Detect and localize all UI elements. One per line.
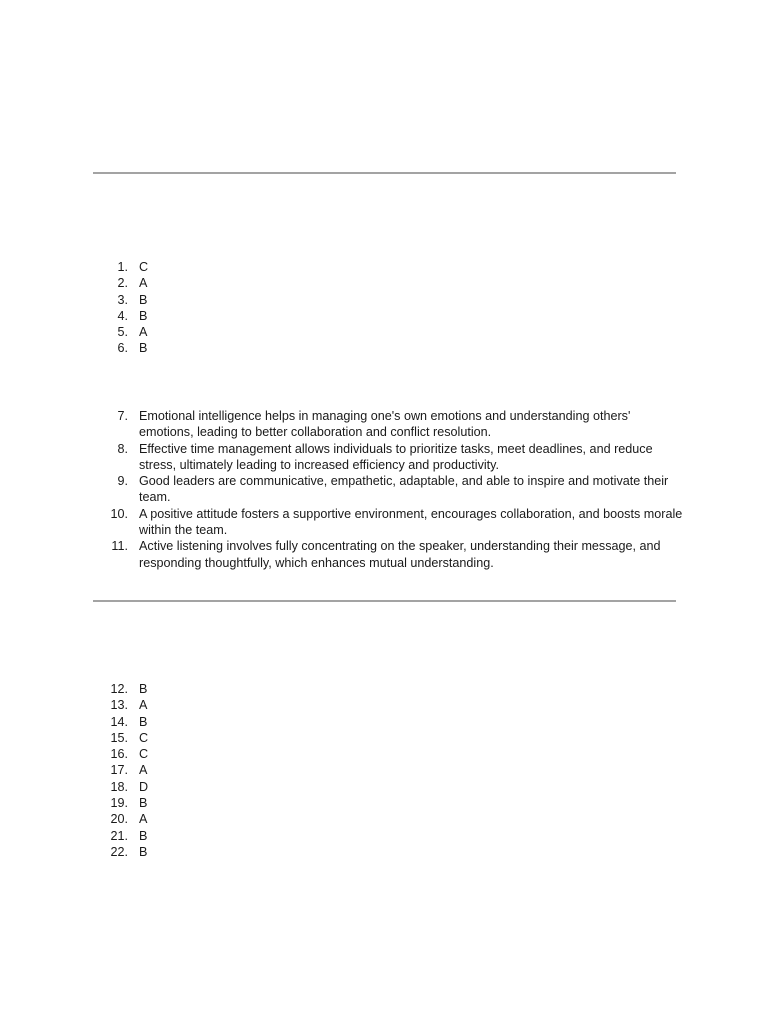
item-number: 12. bbox=[110, 682, 128, 696]
list-item bbox=[108, 762, 683, 778]
item-number: 17. bbox=[110, 763, 128, 778]
item-answer: A bbox=[139, 698, 148, 713]
item-answer: C bbox=[139, 260, 149, 274]
item-number: 2. bbox=[117, 276, 128, 291]
item-number: 5. bbox=[117, 325, 128, 340]
item-answer: A bbox=[139, 325, 148, 340]
item-number: 11. bbox=[111, 539, 128, 554]
list-item bbox=[108, 308, 683, 324]
item-number: 18. bbox=[110, 779, 128, 794]
item-number: 15. bbox=[110, 730, 128, 745]
item-answer: A bbox=[139, 763, 148, 778]
item-answer: B bbox=[139, 796, 148, 811]
item-answer: B bbox=[139, 682, 148, 696]
list-item bbox=[108, 473, 683, 506]
item-answer: Emotional intelligence helps in managing one's own emotions and understanding others' emotions, leading to better collaboration and conflict resolution. bbox=[139, 409, 631, 440]
item-number: 10. bbox=[110, 506, 128, 521]
item-answer: D bbox=[139, 779, 149, 794]
item-number: 21. bbox=[110, 828, 128, 843]
list-item bbox=[108, 324, 683, 340]
item-number: 14. bbox=[110, 714, 128, 729]
item-answer: B bbox=[139, 828, 148, 843]
item-number: 1. bbox=[117, 260, 128, 274]
list-item bbox=[108, 538, 683, 571]
answer-list-short-answer bbox=[108, 408, 683, 571]
horizontal-divider bbox=[93, 600, 676, 602]
item-number: 16. bbox=[110, 747, 128, 762]
list-item bbox=[108, 506, 683, 539]
list-item bbox=[108, 714, 683, 730]
item-number: 6. bbox=[117, 341, 128, 356]
list-item bbox=[108, 408, 683, 441]
item-number: 3. bbox=[117, 292, 128, 307]
item-answer: A bbox=[139, 812, 148, 827]
horizontal-divider bbox=[93, 172, 676, 174]
item-number: 4. bbox=[117, 308, 128, 323]
answer-list-multiple-choice-2 bbox=[108, 681, 683, 860]
list-item bbox=[108, 779, 683, 795]
item-answer: Active listening involves fully concentrating on the speaker, understanding their message, and responding thoughtfully, which enhances mutual understanding. bbox=[139, 539, 661, 570]
item-answer: Effective time management allows individuals to prioritize tasks, meet deadlines, and reduce stress, ultimately leading to increased efficiency and productivity. bbox=[139, 441, 653, 472]
item-answer: C bbox=[139, 747, 149, 762]
item-number: 19. bbox=[110, 796, 128, 811]
item-number: 7. bbox=[117, 409, 128, 423]
item-number: 20. bbox=[110, 812, 128, 827]
answer-list-multiple-choice bbox=[108, 259, 683, 357]
list-item bbox=[108, 259, 683, 275]
list-item bbox=[108, 292, 683, 308]
list-item bbox=[108, 340, 683, 356]
list-item bbox=[108, 844, 683, 860]
item-number: 13. bbox=[110, 698, 128, 713]
list-item bbox=[108, 681, 683, 697]
list-item bbox=[108, 828, 683, 844]
list-item bbox=[108, 730, 683, 746]
item-answer: C bbox=[139, 730, 149, 745]
list-item bbox=[108, 275, 683, 291]
item-answer: Good leaders are communicative, empathetic, adaptable, and able to inspire and motivate their team. bbox=[139, 474, 669, 505]
item-answer: A bbox=[139, 276, 148, 291]
item-answer: B bbox=[139, 308, 148, 323]
item-answer: B bbox=[139, 341, 148, 356]
item-answer: A positive attitude fosters a supportive environment, encourages collaboration, and boosts morale within the team. bbox=[139, 506, 683, 538]
item-answer: B bbox=[139, 844, 148, 859]
item-number: 22. bbox=[110, 844, 128, 859]
list-item bbox=[108, 811, 683, 827]
item-answer: B bbox=[139, 292, 148, 307]
list-item bbox=[108, 697, 683, 713]
item-answer: B bbox=[139, 714, 148, 729]
item-number: 8. bbox=[117, 441, 128, 456]
list-item bbox=[108, 441, 683, 474]
item-number: 9. bbox=[117, 474, 128, 489]
list-item bbox=[108, 746, 683, 762]
list-item bbox=[108, 795, 683, 811]
